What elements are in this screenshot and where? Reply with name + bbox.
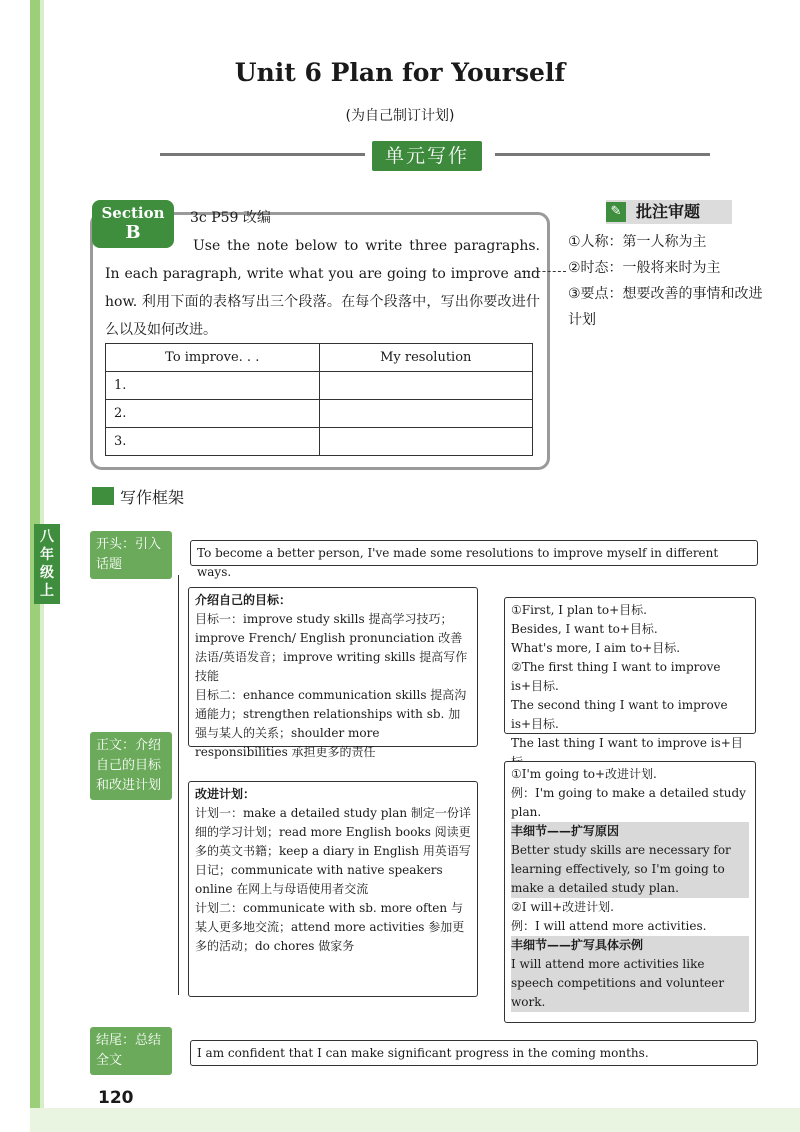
section-word: Section — [101, 204, 165, 222]
detail-heading: 丰细节——扩写具体示例 — [511, 936, 749, 955]
detail-text: Better study skills are necessary for learning effectively, so I'm going to make a detailed study plan. — [511, 841, 749, 898]
detail-text: I will attend more activities like speech competitions and volunteer work. — [511, 955, 749, 1012]
conclusion-sentence: I am confident that I can make significant progress in the coming months. — [190, 1040, 758, 1066]
page-subtitle: (为自己制订计划) — [345, 108, 455, 124]
intro-sentence: To become a better person, I've made some resolutions to improve myself in different ways. — [190, 540, 758, 566]
note-item: ①人称：第一人称为主 — [568, 234, 707, 250]
table-cell — [319, 400, 533, 428]
frame-heading-text: 写作框架 — [120, 488, 185, 507]
table-cell: 2. — [106, 400, 320, 428]
table-cell: 1. — [106, 372, 320, 400]
bottom-band — [30, 1108, 800, 1132]
prompt-english: Use the note below to write three paragraphs. In each paragraph, write what you are going to improve and how. — [105, 238, 540, 310]
table-cell: 3. — [106, 428, 320, 456]
writing-prompt — [105, 232, 540, 344]
plan-one: 计划一：make a detailed study plan 制定一份详细的学习计划；read more English books 阅读更多的英文书籍；keep a diary in English 用英语写日记；communicate with native speakers online 在网上与母语使用者交流 — [195, 806, 471, 896]
detail-heading: 丰细节——扩写原因 — [511, 822, 749, 841]
table-header: My resolution — [319, 344, 533, 372]
page-title: Unit 6 Plan for Yourself — [234, 58, 566, 87]
goal-example: The second thing I want to improve is+目标. — [511, 698, 728, 731]
table-header: To improve. . . — [106, 344, 320, 372]
goals-box — [188, 587, 478, 759]
plan-example: 例：I'm going to make a detailed study plan. — [511, 786, 746, 819]
table-cell — [319, 428, 533, 456]
plans-box — [188, 781, 478, 997]
plan-example: 例：I will attend more activities. — [511, 919, 707, 933]
goal-example: The last thing I want to improve is+目 — [511, 736, 743, 750]
goal-examples-box — [504, 597, 756, 750]
label-ending: 结尾：总结全文 — [90, 1027, 172, 1075]
goal-example: What's more, I aim to+目标. — [511, 641, 681, 655]
goal-example: ②The first thing I want to improve is+目标. — [511, 660, 721, 693]
plan-two: 计划二：communicate with sb. more often 与某人更多地交流；attend more activities 参加更多的活动；do chores 做家务 — [195, 901, 465, 953]
notes-heading-text: 批注审题 — [636, 202, 701, 221]
pencil-icon: ✎ — [606, 202, 626, 222]
note-item: ②时态：一般将来时为主 — [568, 260, 721, 276]
goals-heading: 介绍自己的目标： — [195, 593, 292, 607]
page-number: 120 — [98, 1088, 134, 1108]
plan-pattern: ①I'm going to+改进计划. — [511, 767, 657, 781]
prompt-chinese: 利用下面的表格写出三个段落。在每个段落中，写出你要改进什么以及如何改进。 — [105, 294, 541, 338]
plan-examples-box — [504, 761, 756, 1023]
banner-rule-right — [495, 153, 710, 156]
section-letter: B — [125, 222, 141, 243]
table-cell — [319, 372, 533, 400]
label-body: 正文：介绍自己的目标和改进计划 — [90, 732, 172, 800]
plan-pattern: ②I will+改进计划. — [511, 900, 614, 914]
banner-rule-left — [160, 153, 365, 156]
note-item: ③要点：想要改善的事情和改进计划 — [568, 286, 763, 328]
goal-two: 目标二：enhance communication skills 提高沟通能力；strengthen relationships with sb. 加强与某人的关系；shoulder more responsibilities 承担更多的责任 — [195, 688, 467, 759]
notes-list — [568, 229, 763, 333]
annotation-connector — [522, 271, 566, 272]
section-banner: 单元写作 — [372, 141, 482, 171]
frame-heading — [92, 485, 184, 508]
body-connector — [178, 575, 179, 995]
goal-example: Besides, I want to+目标. — [511, 622, 658, 636]
goal-one: 目标一：improve study skills 提高学习技巧；improve French/ English pronunciation 改善法语/英语发音；improve writing skills 提高写作技能 — [195, 612, 468, 683]
page-reference: 3c P59 改编 — [190, 210, 271, 226]
grade-tab: 八年级上 — [34, 524, 60, 604]
label-opening: 开头：引入话题 — [90, 531, 172, 579]
goal-example: ①First, I plan to+目标. — [511, 603, 647, 617]
plan-table — [105, 343, 533, 456]
plans-heading: 改进计划： — [195, 787, 256, 801]
